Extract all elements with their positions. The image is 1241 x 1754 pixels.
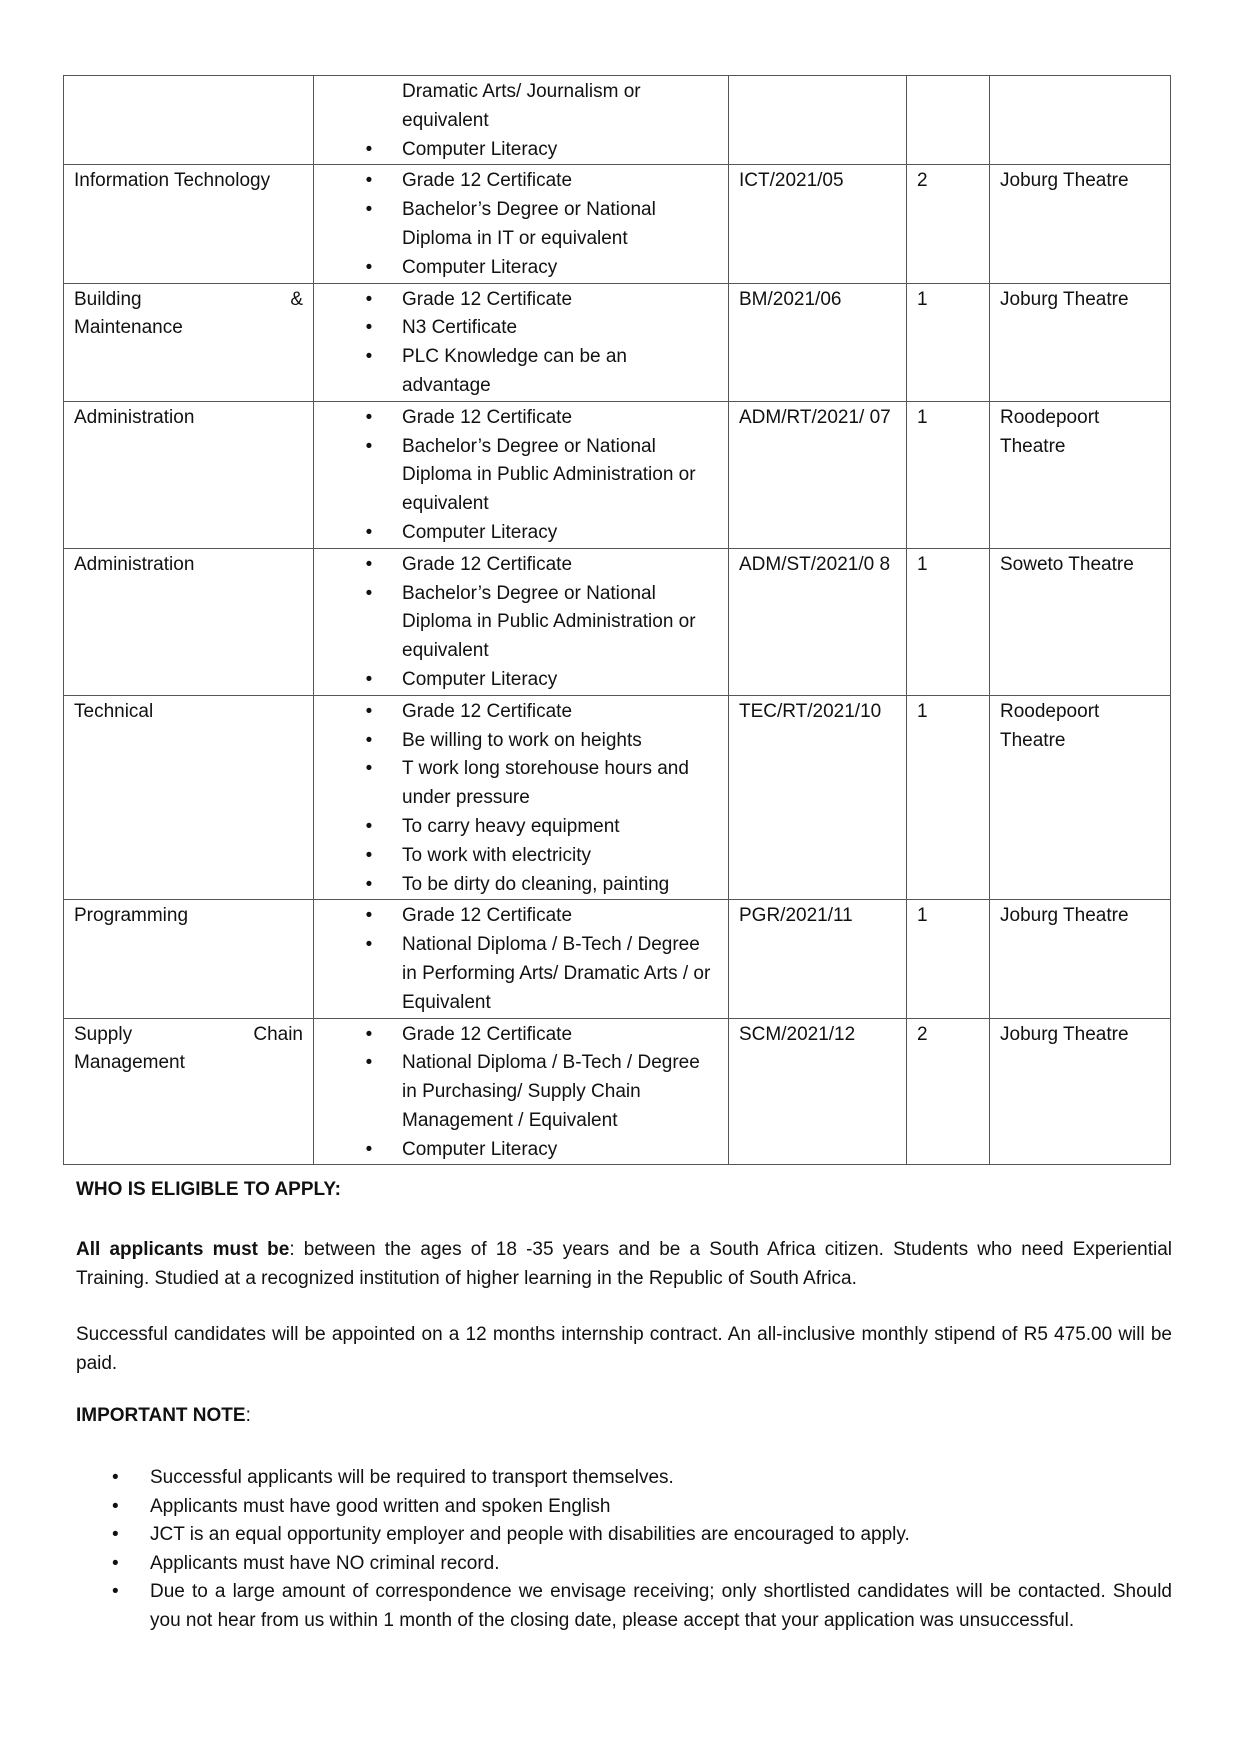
location-cell [990, 76, 1171, 165]
requirements-list [324, 698, 718, 900]
requirement-item [324, 286, 718, 315]
requirement-item [324, 167, 718, 196]
location-value: Joburg Theatre [1000, 905, 1129, 927]
department-word: Maintenance [74, 317, 183, 339]
eligibility-heading: WHO IS ELIGIBLE TO APPLY: [76, 1179, 341, 1200]
location-cell [990, 165, 1171, 283]
department-cell [64, 1018, 314, 1165]
department-cell [64, 283, 314, 401]
bullet-icon: • [365, 729, 373, 751]
positions-cell [907, 548, 990, 695]
bullet-icon: • [365, 905, 373, 927]
location-cell [990, 283, 1171, 401]
requirement-text: Computer Literacy [402, 668, 558, 690]
note-item [76, 1464, 1172, 1493]
requirement-item [324, 666, 718, 695]
bullet-icon: • [365, 844, 373, 866]
note-text: JCT is an equal opportunity employer and people with disabilities are encouraged to apply. [150, 1524, 910, 1546]
requirement-item [324, 78, 718, 136]
requirement-text: Dramatic Arts/ Journalism or equivalent [402, 81, 641, 131]
bullet-icon: • [112, 1581, 119, 1603]
positions-value: 1 [917, 700, 928, 722]
positions-cell [907, 1018, 990, 1165]
positions-cell [907, 695, 990, 900]
bullet-icon: • [365, 317, 373, 339]
requirement-text: To work with electricity [402, 844, 591, 866]
department-name: Technical [74, 700, 154, 722]
department-cell [64, 900, 314, 1018]
bullet-icon: • [112, 1524, 119, 1546]
bullet-icon: • [365, 1023, 373, 1045]
important-notes-list [76, 1464, 1172, 1636]
department-line [74, 286, 303, 315]
reference-value: SCM/2021/12 [739, 1023, 856, 1045]
location-value: Joburg Theatre [1000, 1023, 1129, 1045]
note-item [76, 1578, 1172, 1635]
requirements-list [324, 1021, 718, 1165]
bullet-icon: • [112, 1552, 119, 1574]
reference-cell [729, 283, 907, 401]
department-cell [64, 695, 314, 900]
requirement-text: PLC Knowledge can be an advantage [402, 346, 627, 396]
note-text: Applicants must have good written and spoken English [150, 1495, 611, 1517]
reference-value: ADM/RT/2021/ 07 [739, 406, 891, 428]
important-note-title: IMPORTANT NOTE [76, 1405, 246, 1426]
location-value: Soweto Theatre [1000, 553, 1134, 575]
reference-cell [729, 76, 907, 165]
bullet-icon: • [365, 346, 373, 368]
note-item [76, 1550, 1172, 1579]
positions-value: 2 [917, 1023, 928, 1045]
eligibility-paragraph [76, 1236, 1172, 1293]
table-row [64, 401, 1171, 548]
eligibility-lead-bold: All applicants must be [76, 1239, 290, 1260]
reference-cell [729, 900, 907, 1018]
requirement-item [324, 727, 718, 756]
positions-value: 1 [917, 553, 928, 575]
requirement-item [324, 404, 718, 433]
bullet-icon: • [365, 700, 373, 722]
requirement-text: Bachelor’s Degree or National Diploma in IT or equivalent [402, 199, 656, 249]
requirement-item [324, 1021, 718, 1050]
bullet-icon: • [365, 1052, 373, 1074]
requirement-text: Grade 12 Certificate [402, 170, 573, 192]
table-row [64, 165, 1171, 283]
reference-cell [729, 401, 907, 548]
requirement-text: Bachelor’s Degree or National Diploma in Public Administration or equivalent [402, 582, 696, 662]
requirements-list [324, 286, 718, 401]
vacancy-table [63, 75, 1171, 1165]
table-row [64, 695, 1171, 900]
requirement-item [324, 842, 718, 871]
bullet-icon: • [365, 170, 373, 192]
table-row [64, 548, 1171, 695]
requirement-item [324, 314, 718, 343]
note-text: Applicants must have NO criminal record. [150, 1552, 500, 1574]
requirement-text: Grade 12 Certificate [402, 553, 573, 575]
requirement-item [324, 871, 718, 900]
table-row [64, 76, 1171, 165]
requirements-cell [314, 165, 729, 283]
bullet-icon: • [365, 668, 373, 690]
bullet-icon: • [365, 758, 373, 780]
requirement-text: Computer Literacy [402, 138, 558, 160]
positions-cell [907, 900, 990, 1018]
reference-value: ADM/ST/2021/0 8 [739, 553, 891, 575]
eligibility-lead-rest: : between the ages of 18 -35 years and be a South Africa citizen. Students who need Experiential Training. Studied at a recognized institution of higher learning in the Republic of South Africa. [76, 1239, 1172, 1289]
department-line [74, 1021, 303, 1050]
bullet-icon: • [365, 199, 373, 221]
location-value: Roodepoort Theatre [1000, 406, 1100, 457]
positions-cell [907, 283, 990, 401]
bullet-icon: • [365, 934, 373, 956]
requirement-item [324, 519, 718, 548]
department-cell [64, 165, 314, 283]
table-row [64, 283, 1171, 401]
note-item [76, 1493, 1172, 1522]
requirement-text: Grade 12 Certificate [402, 406, 573, 428]
positions-cell [907, 76, 990, 165]
requirement-item [324, 813, 718, 842]
reference-value: PGR/2021/11 [739, 905, 853, 927]
requirement-item [324, 580, 718, 666]
reference-cell [729, 695, 907, 900]
bullet-icon: • [365, 256, 373, 278]
bullet-icon: • [365, 553, 373, 575]
bullet-icon: • [112, 1495, 119, 1517]
vacancy-table-body [64, 76, 1171, 1165]
department-word: Management [74, 1052, 185, 1074]
requirement-item [324, 698, 718, 727]
requirement-text: Bachelor’s Degree or National Diploma in Public Administration or equivalent [402, 435, 696, 515]
positions-value: 1 [917, 905, 928, 927]
location-value: Roodepoort Theatre [1000, 700, 1100, 751]
requirement-text: Grade 12 Certificate [402, 700, 573, 722]
requirement-text: Computer Literacy [402, 521, 558, 543]
bullet-icon: • [365, 435, 373, 457]
requirement-item [324, 254, 718, 283]
requirement-text: Computer Literacy [402, 256, 558, 278]
requirement-item [324, 902, 718, 931]
department-word: Building [74, 288, 142, 310]
requirements-list [324, 404, 718, 548]
department-cell [64, 548, 314, 695]
bullet-icon: • [365, 873, 373, 895]
location-value: Joburg Theatre [1000, 288, 1129, 310]
location-cell [990, 900, 1171, 1018]
requirement-item [324, 931, 718, 1017]
requirement-item [324, 343, 718, 401]
requirements-cell [314, 283, 729, 401]
bullet-icon: • [112, 1467, 119, 1488]
department-word: Chain [253, 1023, 303, 1045]
bullet-icon: • [365, 138, 373, 160]
positions-cell [907, 165, 990, 283]
table-row [64, 900, 1171, 1018]
reference-value: ICT/2021/05 [739, 170, 844, 192]
requirement-text: Grade 12 Certificate [402, 288, 573, 310]
requirements-cell [314, 76, 729, 165]
reference-cell [729, 165, 907, 283]
requirements-list [324, 167, 718, 282]
bullet-icon: • [365, 1138, 373, 1160]
department-name: Administration [74, 406, 195, 428]
contract-paragraph: Successful candidates will be appointed on a 12 months internship contract. An all-inclusive monthly stipend of R5 475.00 will be paid. [76, 1324, 1172, 1374]
location-cell [990, 695, 1171, 900]
reference-cell [729, 548, 907, 695]
requirement-text: Computer Literacy [402, 1138, 558, 1160]
note-item [76, 1521, 1172, 1550]
positions-cell [907, 401, 990, 548]
location-cell [990, 1018, 1171, 1165]
requirement-text: National Diploma / B-Tech / Degree in Performing Arts/ Dramatic Arts / or Equivalent [402, 934, 711, 1013]
department-name: Programming [74, 905, 189, 927]
bullet-icon: • [365, 521, 373, 543]
table-row [64, 1018, 1171, 1165]
requirement-item [324, 196, 718, 254]
requirement-text: Grade 12 Certificate [402, 905, 573, 927]
bullet-icon: • [365, 582, 373, 604]
requirements-list [324, 551, 718, 695]
bullet-icon: • [365, 406, 373, 428]
bullet-icon: • [365, 815, 373, 837]
important-note-colon: : [245, 1405, 251, 1426]
department-name: Information Technology [74, 170, 271, 192]
note-text: Due to a large amount of correspondence we envisage receiving; only shortlisted candidates will be contacted. Should you not hear from us within 1 month of the closing date, please accept that your application was unsuccessful. [150, 1581, 1172, 1631]
department-word: Supply [74, 1023, 133, 1045]
reference-value: BM/2021/06 [739, 288, 842, 310]
requirement-text: T work long storehouse hours and under pressure [402, 758, 689, 809]
requirements-cell [314, 900, 729, 1018]
positions-value: 1 [917, 288, 928, 310]
important-note-heading [76, 1405, 251, 1427]
note-text: Successful applicants will be required to transport themselves. [150, 1467, 674, 1488]
location-value: Joburg Theatre [1000, 170, 1129, 192]
requirement-item [324, 136, 718, 165]
requirement-text: Grade 12 Certificate [402, 1023, 573, 1045]
requirement-text: National Diploma / B-Tech / Degree in Purchasing/ Supply Chain Management / Equivalent [402, 1052, 700, 1131]
requirements-list [324, 902, 718, 1017]
department-cell [64, 76, 314, 165]
reference-cell [729, 1018, 907, 1165]
positions-value: 2 [917, 170, 928, 192]
department-name: Administration [74, 553, 195, 575]
requirements-list [324, 78, 718, 164]
requirements-cell [314, 401, 729, 548]
reference-value: TEC/RT/2021/10 [739, 700, 882, 722]
requirement-item [324, 1049, 718, 1135]
requirement-item [324, 1136, 718, 1165]
requirements-cell [314, 1018, 729, 1165]
location-cell [990, 401, 1171, 548]
requirements-cell [314, 695, 729, 900]
department-word: & [290, 288, 303, 310]
bullet-icon: • [365, 288, 373, 310]
requirement-item [324, 433, 718, 519]
requirement-text: To carry heavy equipment [402, 815, 620, 837]
requirements-cell [314, 548, 729, 695]
requirement-item [324, 551, 718, 580]
location-cell [990, 548, 1171, 695]
department-cell [64, 401, 314, 548]
positions-value: 1 [917, 406, 928, 428]
requirement-item [324, 755, 718, 813]
requirement-text: Be willing to work on heights [402, 729, 642, 751]
requirement-text: N3 Certificate [402, 317, 518, 339]
requirement-text: To be dirty do cleaning, painting [402, 873, 670, 895]
